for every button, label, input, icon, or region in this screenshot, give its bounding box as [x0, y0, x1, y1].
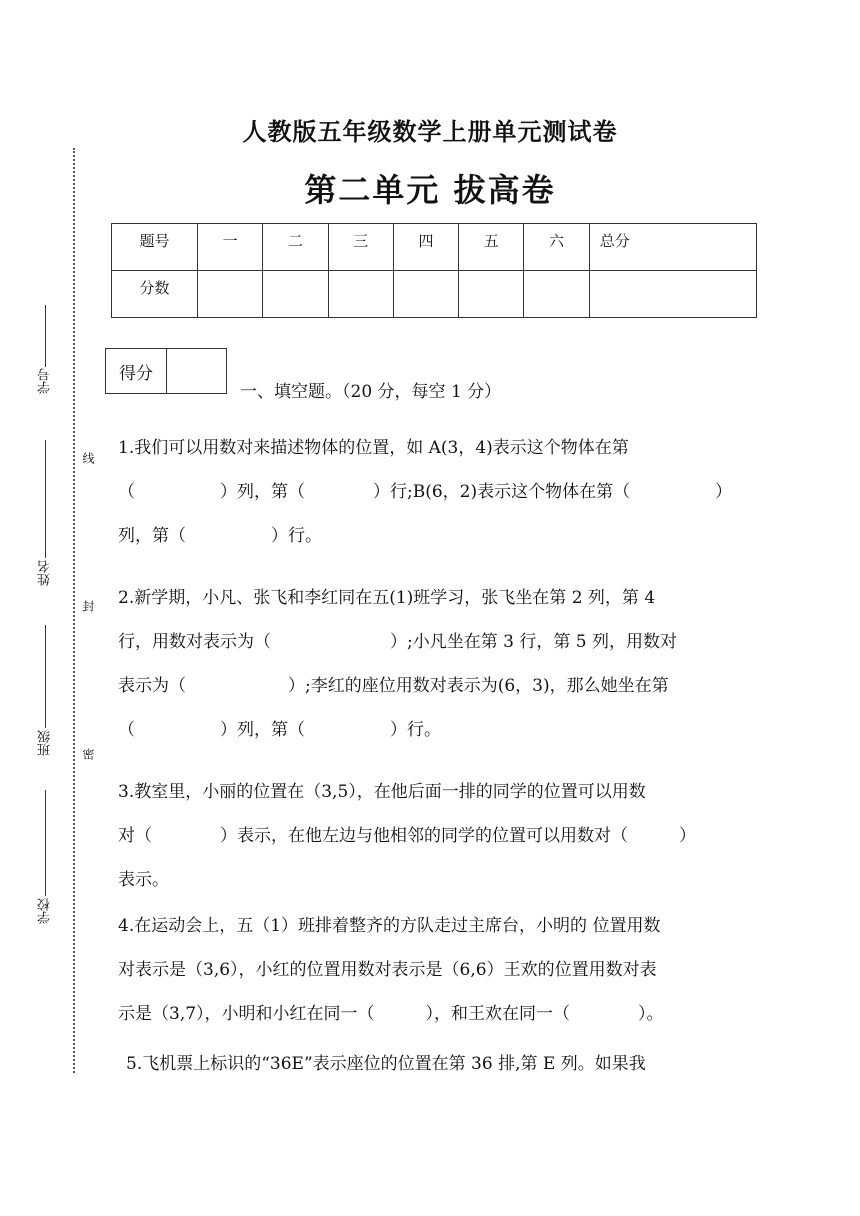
score-table: [111, 223, 757, 318]
question-line: 示是（3,7），小明和小红在同一（ ），和王欢在同一（ ）。: [118, 1004, 664, 1024]
question-line: 3.教室里，小丽的位置在（3,5），在他后面一排的同学的位置可以用数: [118, 782, 646, 802]
header-cell: 五: [459, 224, 524, 271]
header-cell: 二: [263, 224, 328, 271]
question-1: [118, 426, 758, 558]
score-table-header-row: [112, 224, 757, 271]
question-line: （ ）列，第（ ）行;B(6，2)表示这个物体在第（ ）: [118, 482, 733, 502]
question-3: [118, 770, 758, 902]
question-line: 表示为（ ）;李红的座位用数对表示为(6，3)，那么她坐在第: [118, 676, 669, 696]
question-line: 2.新学期，小凡、张飞和李红同在五(1)班学习，张飞坐在第 2 列，第 4: [118, 588, 656, 608]
score-cell[interactable]: [524, 271, 589, 318]
header-cell: 总分: [589, 224, 756, 271]
class-label: 班级: [38, 730, 53, 756]
question-line: 列，第（ ）行。: [118, 526, 322, 546]
score-box-label: 得分: [106, 349, 167, 393]
score-cell[interactable]: [459, 271, 524, 318]
score-cell[interactable]: [328, 271, 393, 318]
question-5: [126, 1042, 766, 1086]
question-4: [118, 904, 758, 1036]
exam-title: 人教版五年级数学上册单元测试卷: [242, 117, 618, 146]
row-label-cell: 分数: [112, 271, 198, 318]
cut-mark-seal: 封: [81, 600, 95, 612]
student-id-label: 学号: [38, 368, 53, 394]
header-cell: 题号: [112, 224, 198, 271]
question-line: 对（ ）表示，在他左边与他相邻的同学的位置可以用数对（ ）: [118, 826, 696, 846]
question-line: 行，用数对表示为（ ）;小凡坐在第 3 行，第 5 列，用数对: [118, 632, 677, 652]
question-line: 表示。: [118, 870, 169, 890]
score-box-field[interactable]: [167, 349, 226, 393]
question-line: 4.在运动会上，五（1）班排着整齐的方队走过主席台，小明的 位置用数: [118, 916, 661, 936]
school-underline: [45, 790, 47, 896]
cut-mark-secret: 密: [81, 748, 95, 760]
question-line: （ ）列，第（ ）行。: [118, 720, 441, 740]
name-underline: [45, 440, 47, 558]
header-cell: 一: [198, 224, 263, 271]
score-cell[interactable]: [198, 271, 263, 318]
question-line: 5.飞机票上标识的“36E”表示座位的位置在第 36 排,第 E 列。如果我: [126, 1054, 646, 1074]
header-cell: 四: [393, 224, 458, 271]
school-label: 学校: [38, 898, 53, 924]
student-id-underline: [45, 305, 47, 367]
header-cell: 六: [524, 224, 589, 271]
question-line: 1.我们可以用数对来描述物体的位置，如 A(3，4)表示这个物体在第: [118, 438, 629, 458]
question-2: [118, 576, 758, 752]
score-cell[interactable]: [263, 271, 328, 318]
question-line: 对表示是（3,6），小红的位置用数对表示是（6,6）王欢的位置用数对表: [118, 960, 657, 980]
section-title: 一、填空题。（20 分，每空 1 分）: [240, 382, 502, 402]
binding-dotted-line: [73, 148, 75, 1073]
score-table-score-row: [112, 271, 757, 318]
name-label: 姓名: [38, 560, 53, 586]
cut-mark-line: 线: [81, 452, 95, 464]
score-cell[interactable]: [393, 271, 458, 318]
score-cell[interactable]: [589, 271, 756, 318]
class-underline: [45, 625, 47, 728]
section-score-box: [105, 348, 227, 394]
header-cell: 三: [328, 224, 393, 271]
unit-subtitle: 第二单元 拔高卷: [304, 171, 556, 209]
